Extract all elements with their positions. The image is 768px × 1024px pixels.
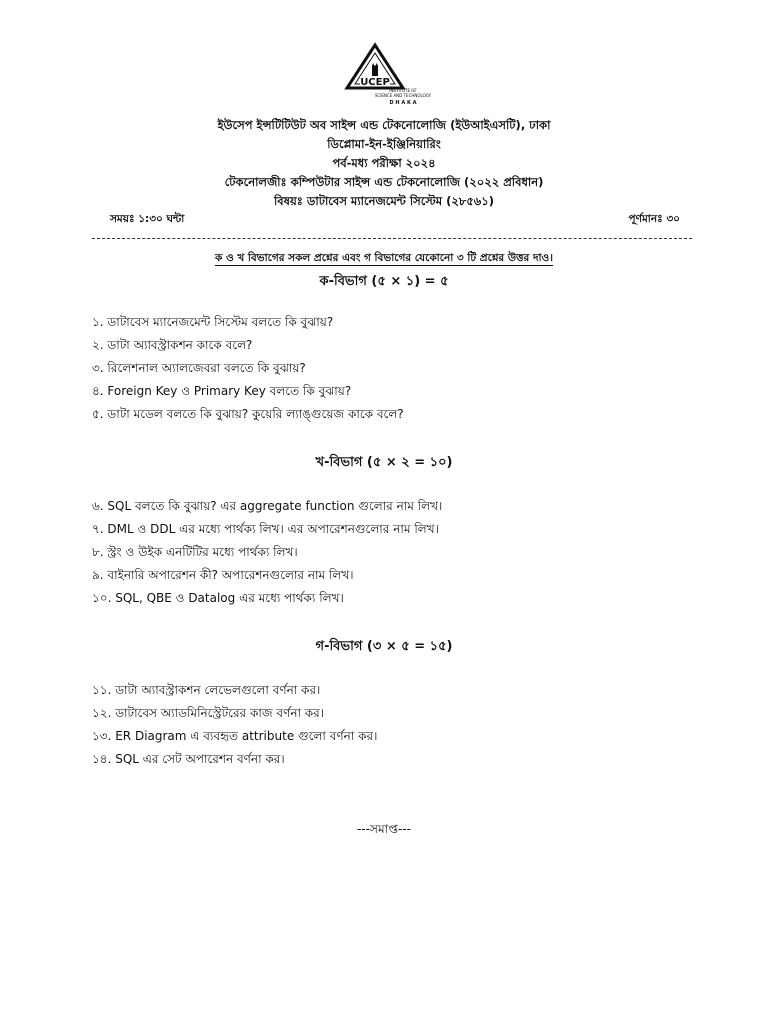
subject-line: বিষয়ঃ ডাটাবেস ম্যানেজমেন্ট সিস্টেম (২৮৫৬১): [273, 194, 495, 208]
question-2: ২. ডাটা অ্যাবস্ট্রাকশন কাকে বলে?: [92, 338, 253, 352]
full-marks: পূর্ণমানঃ ৩০: [628, 213, 680, 225]
question-11: ১১. ডাটা অ্যাবস্ট্রাকশন লেভেলগুলো বর্ণনা কর।: [92, 683, 321, 697]
section-title-ka: ক-বিভাগ (৫ × ১) = ৫: [319, 274, 449, 289]
technology-line: টেকনোলজীঃ কম্পিউটার সাইন্স এন্ড টেকনোলোজি (২০২২ প্রবিধান): [224, 175, 544, 189]
question-5: ৫. ডাটা মডেল বলতে কি বুঝায়? কুয়েরি ল্যাঙ্গুয়েজ কাকে বলে?: [92, 407, 404, 421]
divider: [92, 238, 692, 239]
question-3: ৩. রিলেশনাল অ্যালজেবরা বলতে কি বুঝায়?: [92, 361, 306, 375]
logo-city: D H A K A: [389, 100, 417, 106]
question-8: ৮. স্ট্রং ও উইক এনটিটির মধ্যে পার্থক্য লিখ।: [92, 545, 298, 559]
question-12: ১২. ডাটাবেস অ্যাডমিনিস্ট্রেটরের কাজ বর্ণনা কর।: [92, 706, 325, 720]
exam-time: সময়ঃ ১:৩০ ঘন্টা: [110, 213, 185, 225]
end-marker: ---সমাপ্ত---: [357, 822, 411, 836]
question-4: ৪. Foreign Key ও Primary Key বলতে কি বুঝায়?: [92, 384, 352, 398]
question-9: ৯. বাইনারি অপারেশন কী? অপারেশনগুলোর নাম লিখ।: [92, 568, 354, 582]
question-6: ৬. SQL বলতে কি বুঝায়? এর aggregate function গুলোর নাম লিখ।: [92, 499, 443, 513]
program-name: ডিপ্লোমা-ইন-ইঞ্জিনিয়ারিং: [327, 137, 441, 151]
section-title-ga: গ-বিভাগ (৩ × ৫ = ১৫): [315, 639, 453, 654]
institute-name: ইউসেপ ইন্সটিটিউট অব সাইন্স এন্ড টেকনোলোজি (ইউআইএসটি), ঢাকা: [217, 118, 551, 132]
logo-line2: SCIENCE AND TECHNOLOGY: [374, 93, 432, 98]
section-title-kha: খ-বিভাগ (৫ × ২ = ১০): [315, 455, 453, 470]
question-7: ৭. DML ও DDL এর মধ্যে পার্থক্য লিখ। এর অপারেশনগুলোর নাম লিখ।: [92, 522, 439, 536]
question-13: ১৩. ER Diagram এ ব্যবহৃত attribute গুলো বর্ণনা কর।: [92, 729, 378, 743]
question-1: ১. ডাটাবেস ম্যানেজমেন্ট সিস্টেম বলতে কি বুঝায়?: [92, 315, 334, 329]
logo-acronym: UCEP: [360, 77, 390, 88]
ucep-logo: [343, 42, 433, 112]
instruction-text: ক ও খ বিভাগের সকল প্রশ্নের এবং গ বিভাগের যেকোনো ৩ টি প্রশ্নের উত্তর দাও।: [214, 252, 554, 264]
question-10: ১০. SQL, QBE ও Datalog এর মধ্যে পার্থক্য লিখ।: [92, 591, 344, 605]
instruction: [0, 251, 768, 268]
logo-line1: INSTITUTE OF: [389, 88, 417, 93]
exam-name: পর্ব-মধ্য পরীক্ষা ২০২৪: [332, 156, 436, 170]
question-14: ১৪. SQL এর সেট অপারেশন বর্ণনা কর।: [92, 752, 285, 766]
